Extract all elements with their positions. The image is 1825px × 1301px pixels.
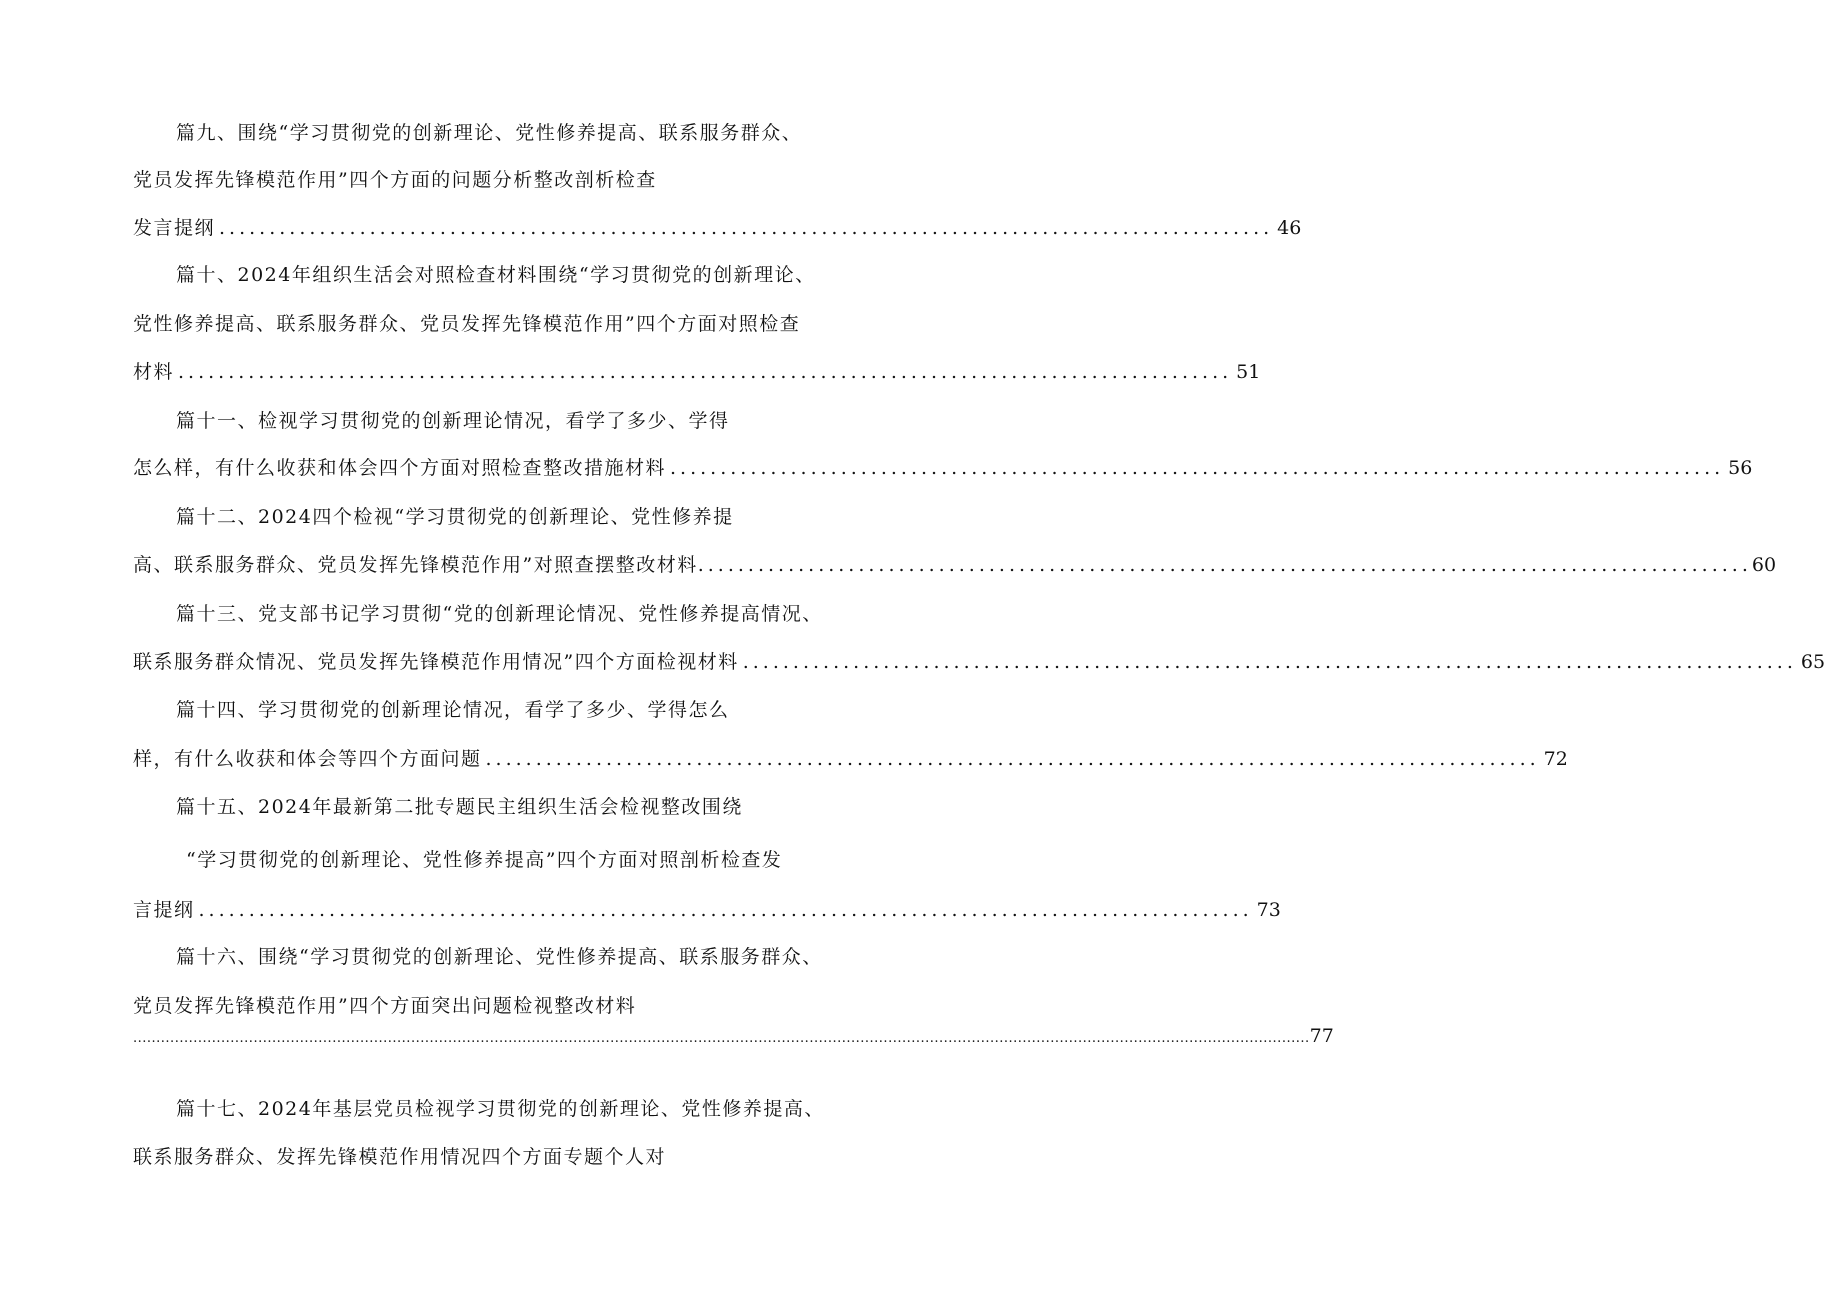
toc-entry-14-title-end: 样，有什么收获和体会等四个方面问题 bbox=[133, 748, 482, 770]
toc-entry-10-page-number: 51 bbox=[1236, 361, 1261, 383]
dot-leader: .............................................................................................................................................................................................................................................................. bbox=[133, 1031, 1310, 1046]
toc-entry-17-line-1: 篇十七、2024年基层党员检视学习贯彻党的创新理论、党性修养提高、 bbox=[176, 1098, 825, 1120]
dot-leader: ......................................................................................................... bbox=[697, 554, 1752, 576]
dot-leader: ......................................................................................................... bbox=[198, 899, 1253, 921]
toc-entry-12-line-2[interactable] bbox=[133, 553, 1777, 577]
toc-entry-9-title-end: 发言提纲 bbox=[133, 217, 216, 239]
toc-entry-12-page-number: 60 bbox=[1751, 554, 1777, 576]
toc-entry-15-line-3[interactable] bbox=[133, 898, 1281, 922]
toc-entry-13-line-2[interactable] bbox=[133, 650, 1825, 674]
toc-entry-13-page-number: 65 bbox=[1800, 651, 1825, 673]
toc-entry-10-line-2: 党性修养提高、联系服务群众、党员发挥先锋模范作用”四个方面对照检查 bbox=[133, 313, 801, 335]
toc-entry-16-line-3[interactable] bbox=[133, 1024, 1334, 1051]
toc-entry-12-line-1: 篇十二、2024四个检视“学习贯彻党的创新理论、党性修养提 bbox=[176, 506, 734, 528]
toc-entry-16-line-2: 党员发挥先锋模范作用”四个方面突出问题检视整改材料 bbox=[133, 995, 637, 1017]
dot-leader: ......................................................................................................... bbox=[485, 748, 1540, 770]
toc-entry-15-line-2: “学习贯彻党的创新理论、党性修养提高”四个方面对照剖析检查发 bbox=[186, 849, 783, 871]
toc-entry-15-page-number: 73 bbox=[1256, 899, 1281, 921]
toc-entry-10-line-3[interactable] bbox=[133, 360, 1261, 384]
toc-entry-9-line-1: 篇九、围绕“学习贯彻党的创新理论、党性修养提高、联系服务群众、 bbox=[176, 122, 803, 144]
dot-leader: ......................................................................................................... bbox=[670, 457, 1725, 479]
toc-entry-12-title-end: 高、联系服务群众、党员发挥先锋模范作用”对照查摆整改材料 bbox=[133, 554, 698, 576]
toc-entry-11-line-1: 篇十一、检视学习贯彻党的创新理论情况，看学了多少、学得 bbox=[176, 410, 730, 432]
toc-entry-14-page-number: 72 bbox=[1543, 748, 1568, 770]
toc-entry-13-line-1: 篇十三、党支部书记学习贯彻“党的创新理论情况、党性修养提高情况、 bbox=[176, 603, 823, 625]
toc-entry-13-title-end: 联系服务群众情况、党员发挥先锋模范作用情况”四个方面检视材料 bbox=[133, 651, 739, 673]
toc-entry-16-line-1: 篇十六、围绕“学习贯彻党的创新理论、党性修养提高、联系服务群众、 bbox=[176, 946, 823, 968]
dot-leader: ......................................................................................................... bbox=[178, 361, 1233, 383]
toc-entry-10-line-1: 篇十、2024年组织生活会对照检查材料围绕“学习贯彻党的创新理论、 bbox=[176, 264, 816, 286]
toc-entry-11-line-2[interactable] bbox=[133, 456, 1753, 480]
dot-leader: ......................................................................................................... bbox=[742, 651, 1797, 673]
toc-entry-9-page-number: 46 bbox=[1277, 217, 1302, 239]
toc-entry-15-title-end: 言提纲 bbox=[133, 899, 195, 921]
toc-entry-16-page-number: 77 bbox=[1309, 1025, 1334, 1047]
toc-entry-14-line-2[interactable] bbox=[133, 747, 1568, 771]
dot-leader: ......................................................................................................... bbox=[219, 217, 1274, 239]
toc-entry-17-line-2: 联系服务群众、发挥先锋模范作用情况四个方面专题个人对 bbox=[133, 1146, 667, 1168]
toc-entry-9-line-2: 党员发挥先锋模范作用”四个方面的问题分析整改剖析检查 bbox=[133, 169, 657, 191]
toc-entry-11-page-number: 56 bbox=[1728, 457, 1753, 479]
toc-entry-15-line-1: 篇十五、2024年最新第二批专题民主组织生活会检视整改围绕 bbox=[176, 796, 743, 818]
toc-entry-11-title-end: 怎么样，有什么收获和体会四个方面对照检查整改措施材料 bbox=[133, 457, 667, 479]
toc-entry-10-title-end: 材料 bbox=[133, 361, 175, 383]
toc-entry-9-line-3[interactable] bbox=[133, 216, 1302, 240]
toc-entry-14-line-1: 篇十四、学习贯彻党的创新理论情况，看学了多少、学得怎么 bbox=[176, 699, 730, 721]
